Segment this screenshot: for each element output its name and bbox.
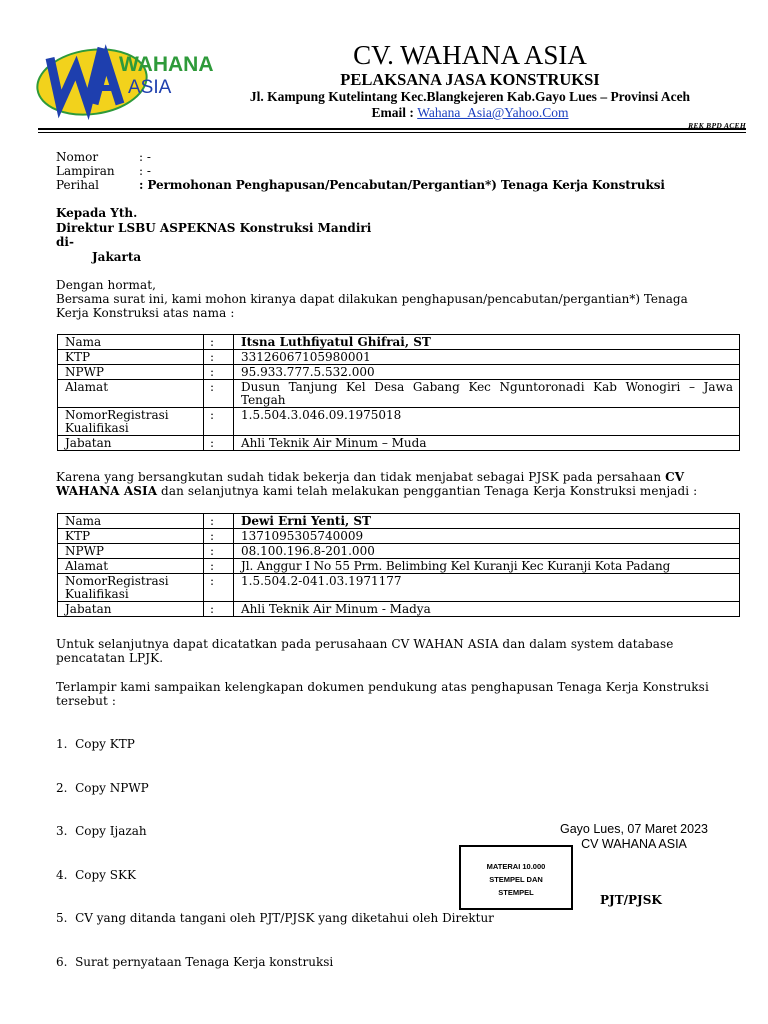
new-worker-table: [57, 513, 740, 617]
cell-sep: :: [204, 514, 234, 529]
email-link[interactable]: Wahana_Asia@Yahoo.Com: [417, 105, 569, 120]
attach-line-1: Terlampir kami sampaikan kelengkapan dokumen pendukung atas penghapusan Tenaga Kerja Konstruksi: [56, 680, 709, 694]
table-row: [58, 408, 740, 436]
cell-sep: :: [204, 559, 234, 574]
company-address: Jl. Kampung Kutelintang Kec.Blangkejeren Kab.Gayo Lues – Provinsi Aceh: [249, 89, 691, 104]
list-item: 1. Copy KTP: [56, 737, 135, 751]
stamp-line-2: STEMPEL DAN: [489, 875, 543, 884]
follow-line-2: pencatatan LPJK.: [56, 651, 164, 665]
list-item: 6. Surat pernyataan Tenaga Kerja konstruksi: [56, 954, 334, 969]
list-item: 4. Copy SKK: [56, 867, 136, 882]
middle-line-2-bold: WAHANA ASIA: [56, 484, 158, 498]
lampiran-value: : -: [139, 164, 151, 178]
company-name: CV. WAHANA ASIA: [353, 40, 587, 70]
cell-value: 1371095305740009: [234, 529, 740, 544]
table-row: [58, 544, 740, 559]
middle-line-1-bold: CV: [665, 470, 685, 484]
cell-label: Jabatan: [58, 436, 204, 451]
company-subtitle: PELAKSANA JASA KONSTRUKSI: [340, 70, 600, 89]
perihal-value: : Permohonan Penghapusan/Pencabutan/Pergantian*) Tenaga Kerja Konstruksi: [139, 178, 665, 192]
cell-value: 1.5.504.3.046.09.1975018: [234, 408, 740, 436]
place-date: Gayo Lues, 07 Maret 2023: [559, 822, 708, 836]
bank-note: REK BPD ACEH: [688, 121, 746, 130]
company-email-line: [200, 105, 740, 121]
cell-value: Ahli Teknik Air Minum – Muda: [234, 436, 740, 451]
recipient-block: [56, 206, 371, 264]
cell-sep: :: [204, 350, 234, 365]
cell-sep: :: [204, 529, 234, 544]
cell-label: KTP: [58, 529, 204, 544]
attachment-list: [56, 708, 494, 984]
table-row: [58, 574, 740, 602]
logo-text-top: WAHANA: [119, 53, 214, 76]
cell-label: KTP: [58, 350, 204, 365]
cell-value: 1.5.504.2-041.03.1971177: [234, 574, 740, 602]
cell-label: Jabatan: [58, 602, 204, 617]
cell-value: 95.933.777.5.532.000: [234, 365, 740, 380]
cell-value: Dusun Tanjung Kel Desa Gabang Kec Nguntoronadi Kab Wonogiri – Jawa Tengah: [234, 380, 740, 408]
intro-line-1: Bersama surat ini, kami mohon kiranya dapat dilakukan penghapusan/pencabutan/pergantian*) Tenaga: [56, 292, 688, 306]
table-row: [58, 380, 740, 408]
cell-value: 08.100.196.8-201.000: [234, 544, 740, 559]
table-row: [58, 559, 740, 574]
cell-sep: :: [204, 436, 234, 451]
stamp-line-1: MATERAI 10.000: [486, 862, 546, 871]
cell-label: NPWP: [58, 365, 204, 380]
cell-label: Alamat: [58, 559, 204, 574]
cell-value: Dewi Erni Yenti, ST: [234, 514, 740, 529]
table-row: [58, 350, 740, 365]
cell-value: Ahli Teknik Air Minum - Madya: [234, 602, 740, 617]
cell-label: NomorRegistrasi Kualifikasi: [58, 408, 204, 436]
cell-sep: :: [204, 602, 234, 617]
table-row: [58, 529, 740, 544]
list-item: 2. Copy NPWP: [56, 780, 149, 795]
stamp-box: [459, 845, 573, 910]
email-label: Email :: [371, 105, 414, 120]
cell-sep: :: [204, 544, 234, 559]
recipient-line-4: Jakarta: [92, 249, 142, 264]
perihal-label: Perihal: [56, 178, 99, 192]
cell-sep: :: [204, 335, 234, 350]
cell-value: Itsna Luthfiyatul Ghifrai, ST: [234, 335, 740, 350]
cell-label: NPWP: [58, 544, 204, 559]
follow-line-1: Untuk selanjutnya dapat dicatatkan pada perusahaan CV WAHAN ASIA dan dalam system database: [56, 637, 674, 651]
lampiran-label: Lampiran: [56, 164, 115, 178]
cell-label: Alamat: [58, 380, 204, 408]
signature-role: PJT/PJSK: [600, 893, 662, 907]
cell-sep: :: [204, 380, 234, 408]
stamp-line-3: STEMPEL: [498, 888, 534, 897]
cell-label: Nama: [58, 335, 204, 350]
logo-text-bottom: ASIA: [128, 77, 172, 98]
letterhead-divider: [38, 128, 746, 130]
table-row: [58, 514, 740, 529]
nomor-label: Nomor: [56, 150, 99, 164]
cell-sep: :: [204, 365, 234, 380]
table-row: [58, 365, 740, 380]
recipient-line-3: di-: [56, 235, 74, 249]
nomor-value: : -: [139, 150, 151, 164]
table-row: [58, 335, 740, 350]
cell-value: Jl. Anggur I No 55 Prm. Belimbing Kel Kuranji Kec Kuranji Kota Padang: [234, 559, 740, 574]
middle-line-2-text: dan selanjutnya kami telah melakukan penggantian Tenaga Kerja Konstruksi menjadi :: [157, 484, 698, 498]
middle-line-1-text: Karena yang bersangkutan sudah tidak bekerja dan tidak menjabat sebagai PJSK pada persahaan: [56, 470, 666, 484]
cell-label: Nama: [58, 514, 204, 529]
recipient-line-2: Direktur LSBU ASPEKNAS Konstruksi Mandiri: [56, 220, 372, 235]
cell-value: 33126067105980001: [234, 350, 740, 365]
list-item: 5. CV yang ditanda tangani oleh PJT/PJSK yang diketahui oleh Direktur: [56, 911, 494, 925]
company-logo: [36, 38, 218, 128]
recipient-line-1: Kepada Yth.: [56, 206, 138, 220]
signature-company: CV WAHANA ASIA: [581, 836, 687, 851]
table-row: [58, 602, 740, 617]
letterhead-divider-thin: [38, 132, 746, 133]
table-row: [58, 436, 740, 451]
cell-sep: :: [204, 574, 234, 602]
list-item: 3. Copy Ijazah: [56, 824, 147, 838]
middle-line-2: [56, 484, 759, 499]
intro-line-2: Kerja Konstruksi atas nama :: [56, 306, 235, 320]
cell-sep: :: [204, 408, 234, 436]
old-worker-table: [57, 334, 740, 451]
greeting: Dengan hormat,: [56, 278, 157, 292]
attach-line-2: tersebut :: [56, 694, 117, 708]
middle-line-1: [56, 470, 759, 485]
cell-label: NomorRegistrasi Kualifikasi: [58, 574, 204, 602]
